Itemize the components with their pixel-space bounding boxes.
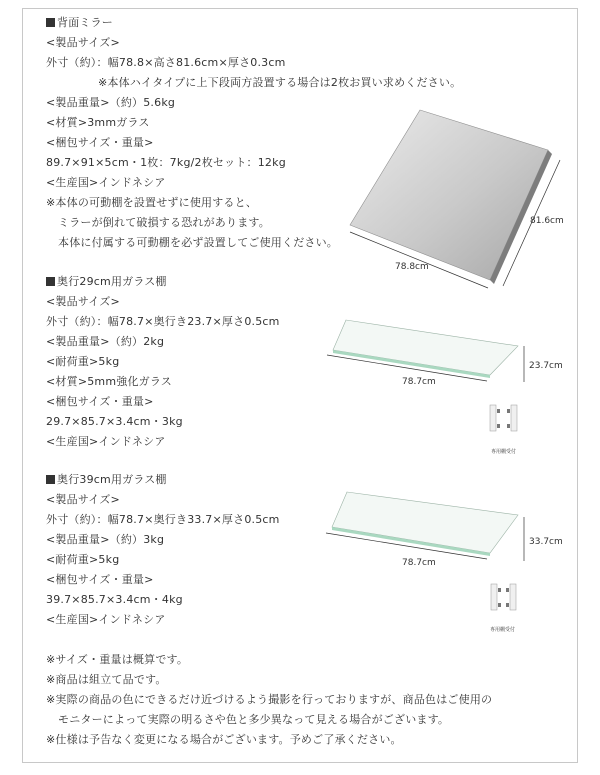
shelf39-dimensions: 外寸（約）：幅78.7×奥行き33.7×厚さ0.5cm: [46, 513, 280, 526]
shelf29-material: <材質>5mm強化ガラス: [46, 375, 172, 388]
mirror-weight: <製品重量>（約）5.6kg: [46, 96, 176, 109]
shelf39-heading: 奥行39cm用ガラス棚: [46, 473, 167, 487]
mirror-height-label: 81.6cm: [530, 216, 564, 226]
mirror-purchase-note: ※本体ハイタイプに上下段両方設置する場合は2枚お買い求めください。: [98, 76, 462, 89]
note-assembly: ※商品は組立て品です。: [46, 673, 167, 686]
shelf29-package-value: 29.7×85.7×3.4cm・3kg: [46, 415, 183, 428]
mirror-size-label: <製品サイズ>: [46, 36, 120, 49]
shelf39-origin: <生産国>インドネシア: [46, 613, 166, 626]
note-color-1: ※実際の商品の色にできるだけ近づけるよう撮影を行っておりますが、商品色はご使用の: [46, 693, 493, 706]
shelf39-bracket-caption: 専用棚受付: [490, 627, 516, 633]
mirror-package-value: 89.7×91×5cm・1枚：7kg/2枚セット：12kg: [46, 156, 286, 169]
note-color-2: モニターによって実際の明るさや色と多少異なって見える場合がございます。: [58, 713, 450, 726]
shelf29-dimensions: 外寸（約）：幅78.7×奥行き23.7×厚さ0.5cm: [46, 315, 280, 328]
mirror-width-label: 78.8cm: [395, 262, 429, 272]
shelf39-size-label: <製品サイズ>: [46, 493, 120, 506]
shelf39-package-value: 39.7×85.7×3.4cm・4kg: [46, 593, 183, 606]
shelf29-load: <耐荷重>5kg: [46, 355, 120, 368]
mirror-origin: <生産国>インドネシア: [46, 176, 166, 189]
shelf39-bracket-icon: [491, 584, 516, 610]
shelf29-width-label: 78.7cm: [402, 377, 436, 387]
mirror-material: <材質>3mmガラス: [46, 116, 150, 129]
mirror-warning-2: ミラーが倒れて破損する恐れがあります。: [58, 216, 270, 229]
shelf29-bracket-caption: 専用棚受付: [491, 449, 517, 455]
shelf39-depth-label: 33.7cm: [529, 537, 563, 547]
shelf39-package-label: <梱包サイズ・重量>: [46, 573, 154, 586]
shelf39-width-label: 78.7cm: [402, 558, 436, 568]
mirror-warning-1: ※本体の可動棚を設置せずに使用すると、: [46, 196, 258, 209]
shelf39-weight: <製品重量>（約）3kg: [46, 533, 165, 546]
shelf29-package-label: <梱包サイズ・重量>: [46, 395, 154, 408]
shelf29-heading: 奥行29cm用ガラス棚: [46, 275, 167, 289]
note-approx: ※サイズ・重量は概算です。: [46, 653, 189, 666]
mirror-heading: 背面ミラー: [46, 16, 113, 30]
shelf29-size-label: <製品サイズ>: [46, 295, 120, 308]
shelf29-depth-label: 23.7cm: [529, 361, 563, 371]
mirror-dimensions: 外寸（約）：幅78.8×高さ81.6cm×厚さ0.3cm: [46, 56, 286, 69]
shelf29-origin: <生産国>インドネシア: [46, 435, 166, 448]
mirror-package-label: <梱包サイズ・重量>: [46, 136, 154, 149]
shelf39-load: <耐荷重>5kg: [46, 553, 120, 566]
mirror-warning-3: 本体に付属する可動棚を必ず設置してご使用ください。: [58, 236, 338, 249]
note-spec-change: ※仕様は予告なく変更になる場合がございます。予めご了承ください。: [46, 733, 402, 746]
shelf29-weight: <製品重量>（約）2kg: [46, 335, 165, 348]
